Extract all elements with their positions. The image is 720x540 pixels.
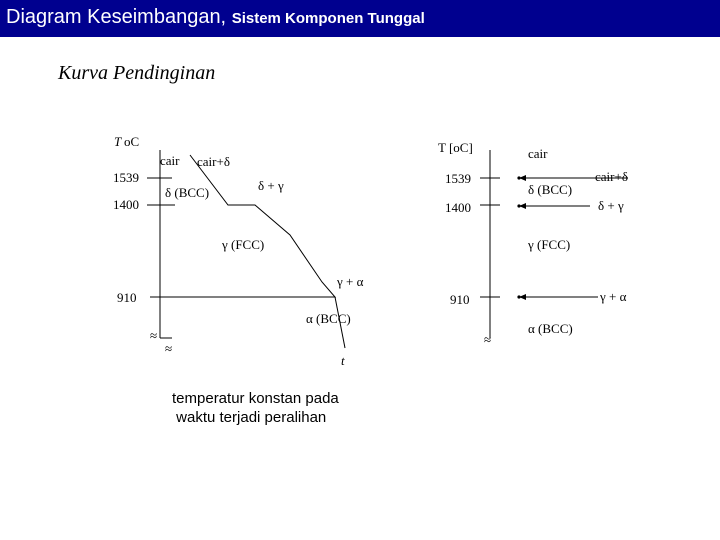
header-title: Diagram Keseimbangan, xyxy=(6,6,227,28)
right-phase-delta-gamma: δ + γ xyxy=(598,198,624,213)
constant-temperature-note: temperatur konstan pada waktu terjadi peralihan xyxy=(172,390,339,426)
right-tick-label-910: 910 xyxy=(450,292,470,307)
right-cooling-curve xyxy=(438,140,628,347)
right-phase-liquid-delta: cair+δ xyxy=(595,169,628,184)
section-title: Kurva Pendinginan xyxy=(58,62,216,84)
left-tick-label-1400: 1400 xyxy=(113,197,139,212)
left-axis-unit: oC xyxy=(124,134,140,149)
right-phase-gamma: γ (FCC) xyxy=(528,237,571,252)
left-phase-delta-gamma: δ + γ xyxy=(258,178,284,193)
arrow-910 xyxy=(517,294,598,300)
left-phase-gamma: γ (FCC) xyxy=(222,237,265,252)
left-phase-gamma-alpha: γ + α xyxy=(337,274,364,289)
left-phase-liquid-delta: cair+δ xyxy=(197,154,230,169)
right-phase-liquid: cair xyxy=(528,146,548,161)
left-phase-alpha: α (BCC) xyxy=(306,311,351,326)
arrow-1400 xyxy=(517,203,590,209)
left-tick-label-1539: 1539 xyxy=(113,170,139,185)
right-phase-delta: δ (BCC) xyxy=(528,182,573,197)
left-phase-liquid: cair xyxy=(160,153,180,168)
left-break-symbol-2: ≈ xyxy=(165,341,173,356)
left-tick-label-910: 910 xyxy=(117,290,137,305)
left-cooling-curve xyxy=(113,134,364,368)
right-phase-alpha: α (BCC) xyxy=(528,321,573,336)
right-axis-label: T [oC] xyxy=(438,140,473,155)
right-phase-gamma-alpha: γ + α xyxy=(600,289,627,304)
right-break-symbol: ≈ xyxy=(484,332,492,347)
left-curve-upper xyxy=(160,155,335,297)
right-tick-label-1539: 1539 xyxy=(445,171,471,186)
header-subtitle: Sistem Komponen Tunggal xyxy=(231,10,425,27)
left-phase-delta: δ (BCC) xyxy=(165,185,210,200)
left-break-symbol: ≈ xyxy=(150,328,158,343)
right-tick-label-1400: 1400 xyxy=(445,200,471,215)
left-axis-label: T xyxy=(114,134,122,149)
left-time-label: t xyxy=(341,353,345,368)
